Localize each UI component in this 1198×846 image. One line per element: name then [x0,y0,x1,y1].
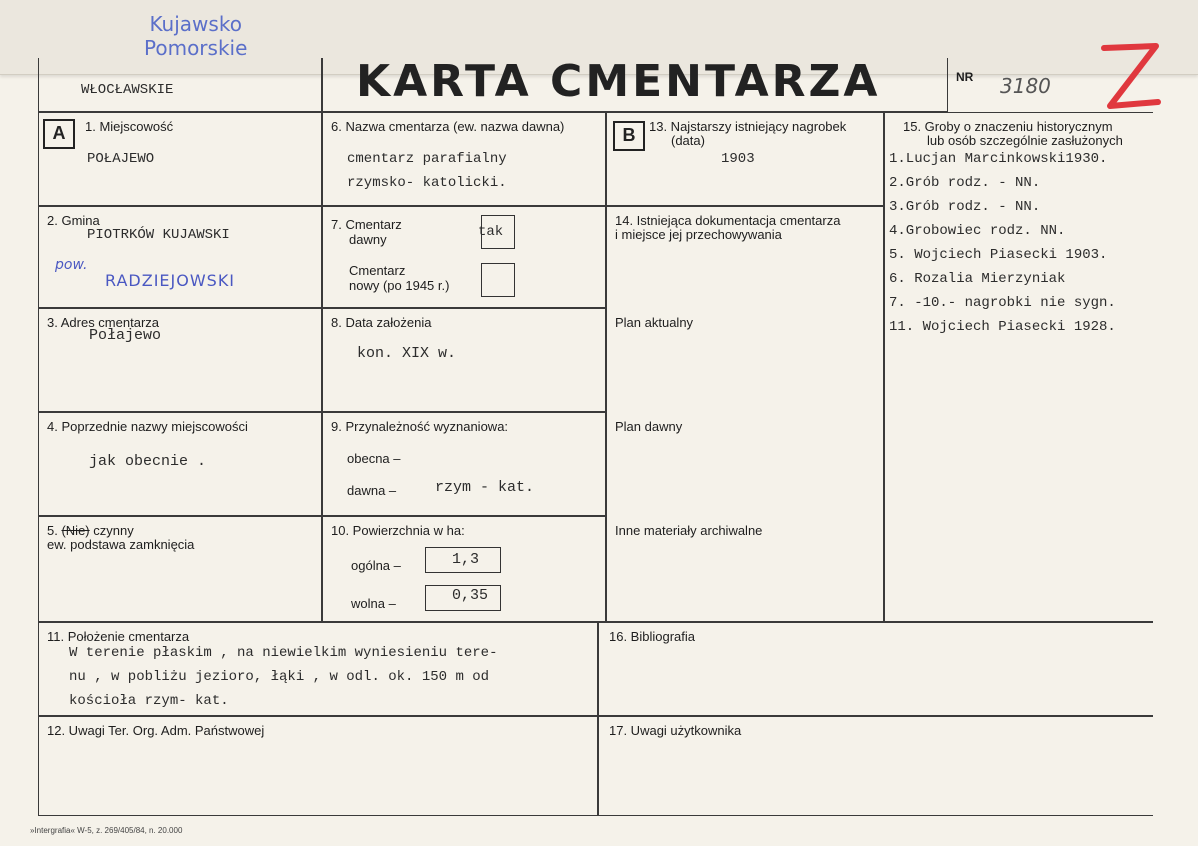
total-area-value: 1,3 [452,551,480,568]
field-10-free-label: wolna – [351,596,396,611]
field-4-value: jak obecnie . [89,453,207,470]
field-2-value: PIOTRKÓW KUJAWSKI [87,227,230,243]
county-prefix: pow. [55,257,88,273]
field-7-old-label-2: dawny [349,232,387,247]
field-14-label-2: i miejsce jej przechowywania [615,227,782,242]
field-13-label-2: (data) [671,133,705,148]
new-cemetery-box [481,263,515,297]
county-value: RADZIEJOWSKI [105,271,236,290]
field-10-label: 10. Powierzchnia w ha: [331,523,465,538]
field-7-old-label: 7. Cmentarz [331,217,402,232]
field-7-new-label: Cmentarz [349,263,406,278]
field-2-cell [38,206,322,308]
grave-item: 5. Wojciech Piasecki 1903. [889,247,1108,263]
field-13-label: 13. Najstarszy istniejący nagrobek [649,119,847,134]
number-value: 3180 [1000,74,1051,98]
field-9-former-value: rzym - kat. [435,479,535,496]
field-6-label: 6. Nazwa cmentarza (ew. nazwa dawna) [331,119,565,134]
field-3-label: 3. Adres cmentarza [47,315,159,330]
field-5-struck-word: (Nie) [61,523,90,538]
field-3-cell [38,308,322,412]
field-1-value: POŁAJEWO [87,151,155,167]
grave-item: 11. Wojciech Piasecki 1928. [889,319,1116,335]
field-13-value: 1903 [721,151,755,167]
field-8-value: kon. XIX w. [357,345,457,362]
field-17-cell [598,716,1153,816]
documentation-cell [606,206,884,622]
field-5-subtitle: ew. podstawa zamknięcia [47,537,195,552]
field-9-label: 9. Przynależność wyznaniowa: [331,419,509,434]
field-3-value: Połajewo [89,327,162,344]
field-6-value-line1: cmentarz parafialny [347,151,507,167]
plan-current-label: Plan aktualny [615,315,694,330]
field-5-number: 5. [47,523,58,538]
field-8-label: 8. Data założenia [331,315,432,330]
form-grid [38,58,1153,818]
grave-item: 4.Grobowiec rodz. NN. [889,223,1066,239]
field-11-line3: kościoła rzym- kat. [69,693,229,709]
region-stamp [144,12,247,60]
field-11-line2: nu , w pobliżu jezioro, łąki , w odl. ok. 150 m od [69,669,490,685]
field-2-label: 2. Gmina [47,213,100,228]
section-b-marker: B [613,121,645,151]
red-z-mark [1100,42,1162,114]
field-9-current-label: obecna – [347,451,401,466]
field-6-value-line2: rzymsko- katolicki. [347,175,507,191]
plan-former-label: Plan dawny [615,419,683,434]
number-label: NR [956,70,974,84]
field-7-new-label-2: nowy (po 1945 r.) [349,278,450,293]
field-13-cell [606,112,884,206]
stamp-line-1: Kujawsko [149,12,242,36]
field-5-cell [38,516,322,622]
field-11-label: 11. Położenie cmentarza [47,629,190,644]
print-footer: »Intergrafia« W-5, z. 269/405/84, n. 20.000 [30,826,183,835]
free-area-value: 0,35 [452,587,489,604]
page-title: KARTA CMENTARZA [356,56,881,107]
section-a-marker: A [43,119,75,149]
field-15-label-2: lub osób szczególnie zasłużonych [927,133,1123,148]
field-15-cell [884,112,1153,622]
field-12-cell [38,716,598,816]
field-10-cell [322,516,606,622]
stamp-line-2: Pomorskie [144,36,248,60]
field-7-cell [322,206,606,308]
field-14-label: 14. Istniejąca dokumentacja cmentarza [615,213,841,228]
field-17-label: 17. Uwagi użytkownika [609,723,742,738]
field-11-cell [38,622,598,716]
field-15-label: 15. Groby o znaczeniu historycznym [903,119,1113,134]
field-1-cell [38,112,322,206]
field-16-cell [598,622,1153,716]
field-4-cell [38,412,322,516]
grave-item: 2.Grób rodz. - NN. [889,175,1041,191]
voivodeship-value: WŁOCŁAWSKIE [81,82,174,98]
field-10-total-label: ogólna – [351,558,401,573]
grave-item: 6. Rozalia Mierzyniak [889,271,1066,287]
field-8-cell [322,308,606,412]
field-6-cell [322,112,606,206]
field-12-label: 12. Uwagi Ter. Org. Adm. Państwowej [47,723,265,738]
archival-materials-label: Inne materiały archiwalne [615,523,763,538]
field-5-label [47,523,134,538]
field-11-line1: W terenie płaskim , na niewielkim wyniesieniu tere- [69,645,498,661]
voivodeship-cell [38,58,322,112]
field-1-label: 1. Miejscowość [85,119,174,134]
grave-item: 3.Grób rodz. - NN. [889,199,1041,215]
total-area-box [425,547,501,573]
field-4-label: 4. Poprzednie nazwy miejscowości [47,419,248,434]
field-16-label: 16. Bibliografia [609,629,695,644]
field-9-former-label: dawna – [347,483,397,498]
grave-item: 7. -10.- nagrobki nie sygn. [889,295,1116,311]
grave-item: 1.Lucjan Marcinkowski1930. [889,151,1108,167]
field-5-status: czynny [93,523,134,538]
free-area-box [425,585,501,611]
field-9-cell [322,412,606,516]
old-cemetery-value: tak [478,224,504,240]
old-cemetery-box [478,215,515,249]
